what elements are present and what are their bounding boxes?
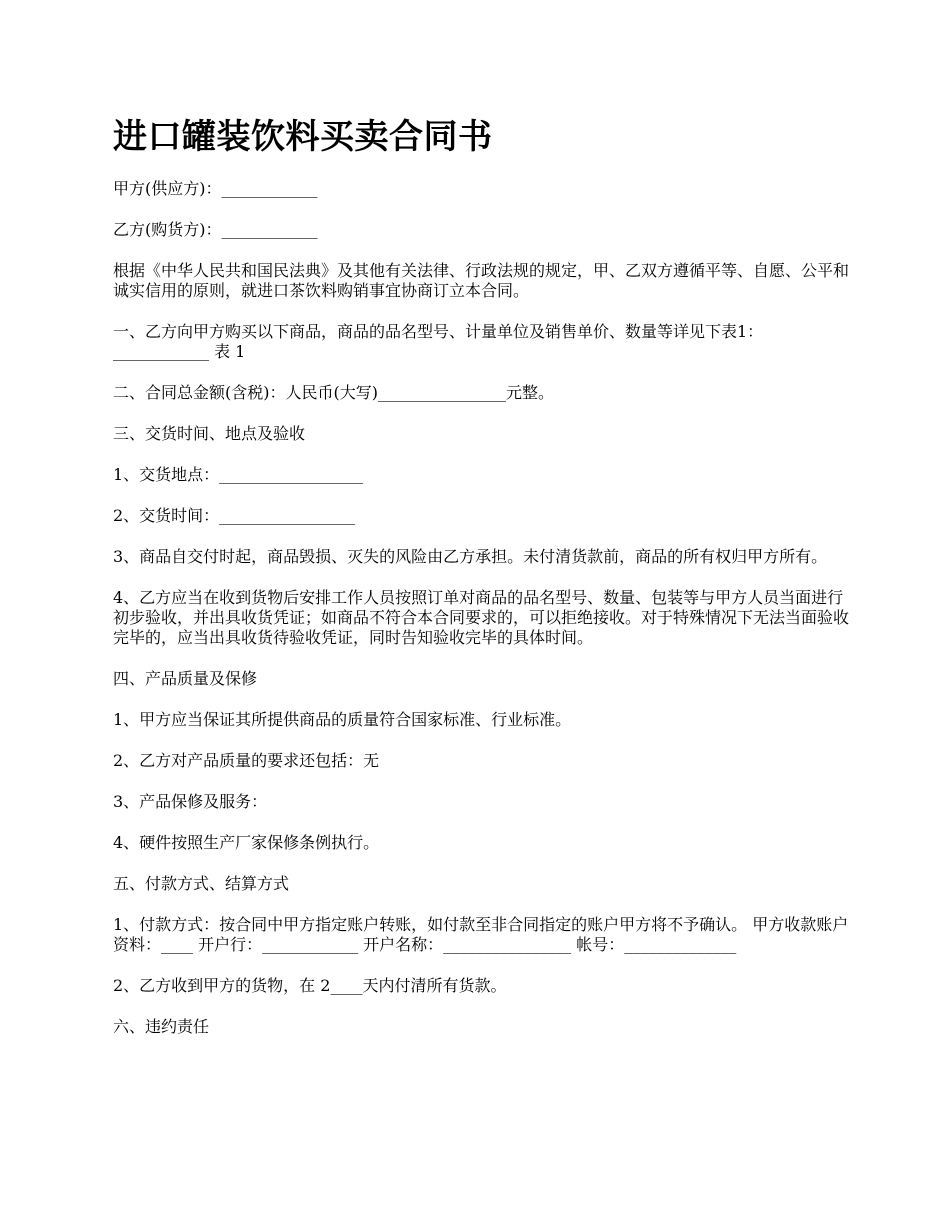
clause-2-total-amount: 二、合同总金额(含税)：人民币(大写)________________元整。 (113, 383, 554, 402)
clause-5-1-payment-method: 1、付款方式：按合同中甲方指定账户转账，如付款至非合同指定的账户甲方将不予确认。 甲方收款账户资料：____ 开户行：____________ 开户名称：________________ 帐号：______________ (113, 915, 849, 954)
clause-3-2-delivery-time: 2、交货时间：_________________ (113, 506, 356, 525)
clause-1-goods: 一、乙方向甲方购买以下商品，商品的品名型号、计量单位及销售单价、数量等详见下表1：____________ 表 1 (113, 322, 764, 361)
clause-3-heading: 三、交货时间、地点及验收 (113, 424, 306, 443)
clause-3-4-inspection: 4、乙方应当在收到货物后安排工作人员按照订单对商品的品名型号、数量、包装等与甲方人员当面进行初步验收，并出具收货凭证；如商品不符合本合同要求的，可以拒绝接收。对于特殊情况下无法当面验收完毕的，应当出具收货待验收凭证，同时告知验收完毕的具体时间。 (113, 588, 850, 647)
clause-3-1-delivery-place: 1、交货地点：__________________ (113, 465, 364, 484)
clause-4-2-requirements: 2、乙方对产品质量的要求还包括：无 (113, 751, 380, 770)
party-a-line: 甲方(供应方)：____________ (113, 179, 318, 198)
clause-6-heading: 六、违约责任 (113, 1017, 210, 1036)
clause-5-2-payment-term: 2、乙方收到甲方的货物，在 2____天内付清所有货款。 (113, 976, 507, 995)
clause-4-4-repair: 4、硬件按照生产厂家保修条例执行。 (113, 833, 380, 852)
clause-5-heading: 五、付款方式、结算方式 (113, 874, 290, 893)
clause-4-1-quality: 1、甲方应当保证其所提供商品的质量符合国家标准、行业标准。 (113, 710, 572, 729)
preamble-paragraph: 根据《中华人民共和国民法典》及其他有关法律、行政法规的规定，甲、乙双方遵循平等、自愿、公平和诚实信用的原则，就进口茶饮料购销事宜协商订立本合同。 (113, 261, 850, 300)
clause-4-3-warranty: 3、产品保修及服务： (113, 792, 268, 811)
document-page (113, 115, 853, 1058)
party-b-line: 乙方(购货方)：____________ (113, 220, 318, 239)
document-title: 进口罐装饮料买卖合同书 (113, 117, 493, 157)
clause-4-heading: 四、产品质量及保修 (113, 669, 258, 688)
clause-3-3-risk: 3、商品自交付时起，商品毁损、灭失的风险由乙方承担。未付清货款前，商品的所有权归甲方所有。 (113, 547, 828, 566)
